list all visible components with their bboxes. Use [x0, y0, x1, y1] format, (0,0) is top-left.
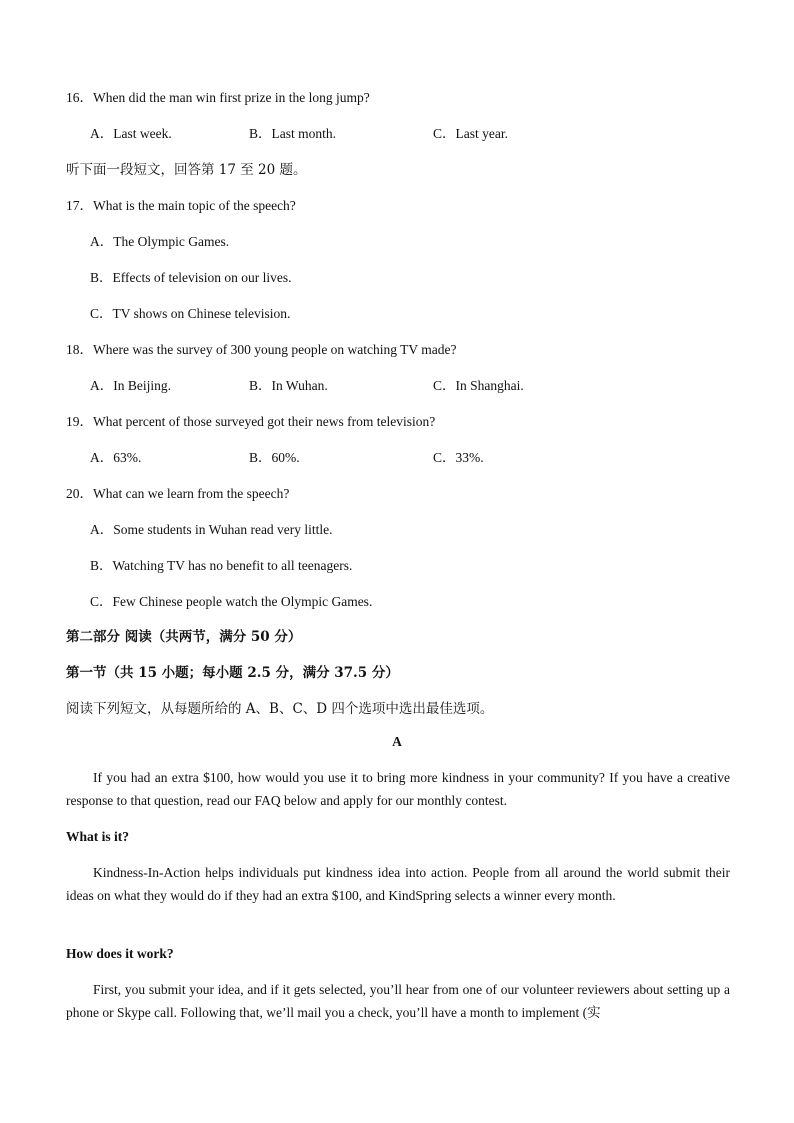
- part-2-title: 第二部分 阅读（共两节，满分 50 分）: [66, 629, 302, 645]
- passage-paragraph-1: [66, 861, 730, 907]
- section-instruction-17-20: 听下面一段短文，回答第 17 至 20 题。: [66, 162, 307, 178]
- question-17-option-b: B．Effects of television on our lives.: [90, 270, 292, 285]
- question-19-stem: 19．What percent of those surveyed got their news from television?: [66, 414, 436, 429]
- question-17-option-c: C．TV shows on Chinese television.: [90, 306, 291, 321]
- question-20-option-b: B．Watching TV has no benefit to all teenagers.: [90, 558, 353, 573]
- question-16-stem: 16．When did the man win first prize in the long jump?: [66, 90, 370, 105]
- question-16-option-c: C．Last year.: [433, 126, 508, 141]
- question-18-option-c: C．In Shanghai.: [433, 378, 524, 393]
- question-18-option-b: B．In Wuhan.: [249, 378, 328, 393]
- question-20-stem: 20．What can we learn from the speech?: [66, 486, 290, 501]
- passage-paragraph-2: [66, 978, 730, 1024]
- passage-paragraph-2-text: First, you submit your idea, and if it gets selected, you’ll hear from one of our volunteer reviewers about setting up a phone or Skype call. Following that, we’ll mail you a check, you’ll have a month to implement (实: [66, 982, 730, 1020]
- question-17-option-a: A．The Olympic Games.: [90, 234, 230, 249]
- question-20-option-c: C．Few Chinese people watch the Olympic Games.: [90, 594, 373, 609]
- passage-heading-how-does-it-work: How does it work?: [66, 946, 174, 961]
- question-17-stem: 17．What is the main topic of the speech?: [66, 198, 296, 213]
- question-19-option-c: C．33%.: [433, 450, 484, 465]
- question-18-stem: 18．Where was the survey of 300 young people on watching TV made?: [66, 342, 457, 357]
- question-18-option-a: A．In Beijing.: [90, 378, 171, 393]
- passage-heading-what-is-it: What is it?: [66, 829, 130, 844]
- question-19-option-b: B．60%.: [249, 450, 300, 465]
- question-19-option-a: A．63%.: [90, 450, 142, 465]
- question-16-option-b: B．Last month.: [249, 126, 336, 141]
- question-16-option-a: A．Last week.: [90, 126, 172, 141]
- passage-intro: [66, 766, 730, 812]
- passage-label: A: [392, 734, 402, 749]
- passage-paragraph-1-text: Kindness-In-Action helps individuals put kindness idea into action. People from all around the world submit their ideas on what they would do if they had an extra $100, and KindSpring selects a winner every month.: [66, 865, 730, 903]
- passage-intro-text: If you had an extra $100, how would you use it to bring more kindness in your community? If you have a creative response to that question, read our FAQ below and apply for our monthly contest.: [66, 770, 730, 808]
- question-20-option-a: A．Some students in Wuhan read very little.: [90, 522, 333, 537]
- reading-instructions: 阅读下列短文，从每题所给的 A、B、C、D 四个选项中选出最佳选项。: [66, 701, 494, 717]
- section-1-title: 第一节（共 15 小题；每小题 2.5 分，满分 37.5 分）: [66, 665, 399, 681]
